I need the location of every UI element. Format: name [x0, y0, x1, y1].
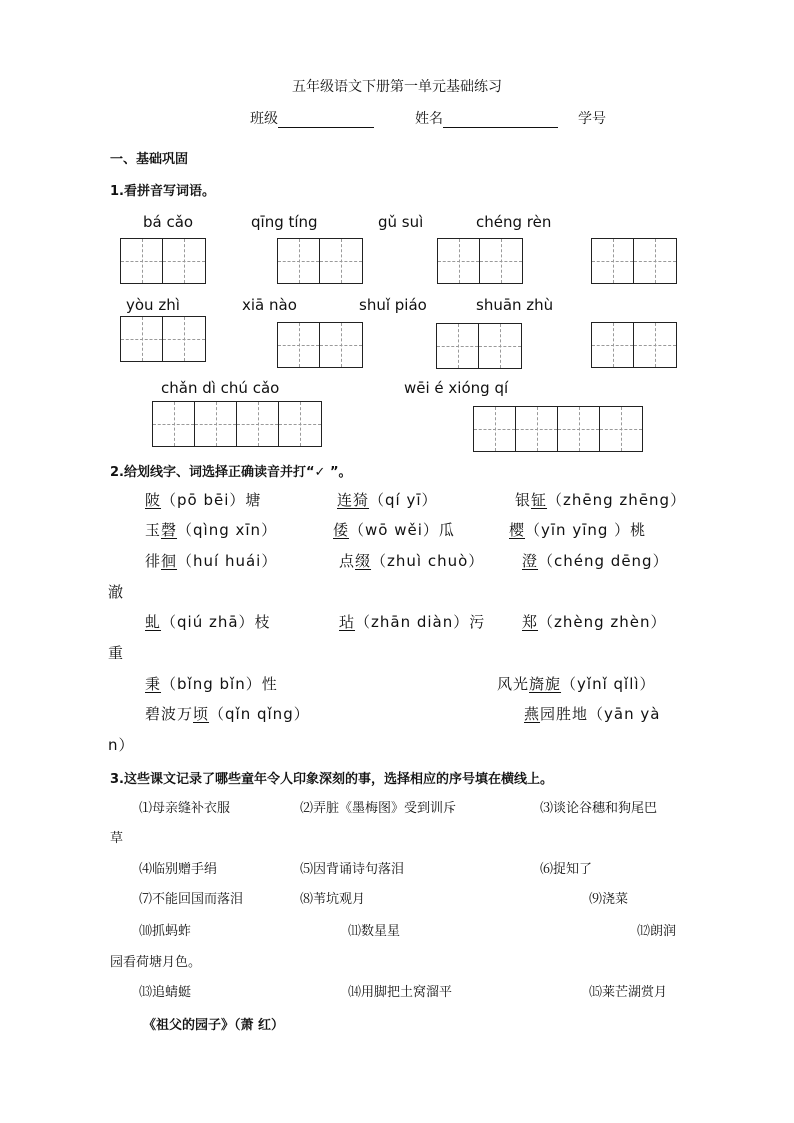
section-heading: 一、基础巩固	[110, 152, 189, 167]
event-option: ⑾数星星	[348, 924, 401, 939]
grid-cell[interactable]	[153, 402, 195, 446]
event-option: ⒂莱芒湖赏月	[589, 985, 668, 1000]
writing-grid[interactable]	[277, 322, 363, 368]
grid-cell[interactable]	[278, 239, 320, 283]
reading-item[interactable]: 虬（qiú zhā）枝	[145, 613, 271, 631]
pinyin-label: chéng rèn	[476, 213, 552, 231]
writing-grid[interactable]	[473, 406, 643, 452]
grid-cell[interactable]	[474, 407, 516, 451]
pinyin-label: gǔ suì	[378, 213, 424, 231]
grid-cell[interactable]	[237, 402, 279, 446]
event-option: ⑹捉知了	[540, 862, 593, 877]
reading-item[interactable]: 郑（zhèng zhèn）	[522, 613, 667, 631]
wrapped-char: 澈	[108, 583, 125, 601]
class-blank[interactable]	[278, 112, 374, 128]
grid-cell[interactable]	[320, 239, 362, 283]
writing-grid[interactable]	[591, 238, 677, 284]
reading-item[interactable]: 秉（bǐng bǐn）性	[145, 675, 278, 693]
pinyin-label: xiā nào	[242, 296, 297, 314]
grid-cell[interactable]	[600, 407, 642, 451]
class-field[interactable]	[250, 108, 374, 128]
writing-grid[interactable]	[277, 238, 363, 284]
pinyin-label: shuān zhù	[476, 296, 554, 314]
wrapped-text: 草	[110, 831, 124, 846]
grid-cell[interactable]	[592, 239, 634, 283]
pinyin-label: yòu zhì	[126, 296, 180, 314]
name-field[interactable]	[415, 108, 558, 128]
grid-cell[interactable]	[437, 324, 479, 368]
event-option: ⑽抓蚂蚱	[139, 924, 192, 939]
grid-cell[interactable]	[121, 317, 163, 361]
reading-item[interactable]: 澄（chéng dēng）	[522, 552, 669, 570]
grid-cell[interactable]	[516, 407, 558, 451]
pinyin-label: chǎn dì chú cǎo	[161, 379, 280, 397]
event-option: ⒁用脚把土窝溜平	[348, 985, 453, 1000]
grid-cell[interactable]	[163, 239, 205, 283]
grid-cell[interactable]	[438, 239, 480, 283]
reading-item[interactable]: 点缀（zhuì chuò）	[339, 552, 485, 570]
event-option: ⑴母亲缝补衣服	[139, 801, 231, 816]
event-option: ⑵弄脏《墨梅图》受到训斥	[300, 801, 457, 816]
q1-heading: 1.看拼音写词语。	[110, 184, 215, 199]
grid-cell[interactable]	[163, 317, 205, 361]
reading-item[interactable]: 玉磬（qìng xīn）	[145, 521, 278, 539]
page-title: 五年级语文下册第一单元基础练习	[292, 79, 502, 95]
name-blank[interactable]	[443, 112, 558, 128]
writing-grid[interactable]	[436, 323, 522, 369]
event-option: ⑿朗润	[637, 924, 677, 939]
event-option: ⑷临别赠手绢	[139, 862, 218, 877]
pinyin-label: qīng tíng	[251, 213, 318, 231]
writing-grid[interactable]	[152, 401, 322, 447]
grid-cell[interactable]	[320, 323, 362, 367]
reading-item[interactable]: 樱（yīn yīng ）桃	[509, 521, 647, 539]
event-option: ⑻苇坑观月	[300, 892, 366, 907]
wrapped-char: n）	[108, 736, 135, 754]
grid-cell[interactable]	[634, 239, 676, 283]
reading-item[interactable]: 风光旖旎（yǐnǐ qǐlì）	[497, 675, 656, 693]
grid-cell[interactable]	[279, 402, 321, 446]
grid-cell[interactable]	[278, 323, 320, 367]
grid-cell[interactable]	[480, 239, 522, 283]
grid-cell[interactable]	[479, 324, 521, 368]
reading-item[interactable]: 玷（zhān diàn）污	[339, 613, 486, 631]
reading-item[interactable]: 燕园胜地（yān yà	[524, 705, 661, 723]
wrapped-text: 园看荷塘月色。	[110, 955, 202, 970]
writing-grid[interactable]	[437, 238, 523, 284]
class-label: 班级	[250, 111, 278, 127]
reading-item[interactable]: 连猗（qí yī）	[337, 491, 438, 509]
wrapped-char: 重	[108, 644, 125, 662]
reading-item[interactable]: 徘徊（huí huái）	[145, 552, 278, 570]
reading-item[interactable]: 碧波万顷（qǐn qǐng）	[145, 705, 310, 723]
writing-grid[interactable]	[120, 238, 206, 284]
grid-cell[interactable]	[592, 323, 634, 367]
name-label: 姓名	[415, 111, 443, 127]
q3-heading: 3.这些课文记录了哪些童年令人印象深刻的事，选择相应的序号填在横线上。	[110, 772, 553, 787]
text-title-line: 《祖父的园子》（萧 红）	[143, 1018, 285, 1033]
pinyin-label: wēi é xióng qí	[404, 379, 509, 397]
number-label: 学号	[578, 111, 606, 127]
event-option: ⑸因背诵诗句落泪	[300, 862, 405, 877]
grid-cell[interactable]	[121, 239, 163, 283]
writing-grid[interactable]	[591, 322, 677, 368]
reading-item[interactable]: 陂（pō bēi）塘	[145, 491, 262, 509]
grid-cell[interactable]	[195, 402, 237, 446]
pinyin-label: bá cǎo	[143, 213, 194, 231]
reading-item[interactable]: 银钲（zhēng zhēng）	[515, 491, 687, 509]
writing-grid[interactable]	[120, 316, 206, 362]
event-option: ⑺不能回国而落泪	[139, 892, 244, 907]
event-option: ⑶谈论谷穗和狗尾巴	[540, 801, 658, 816]
event-option: ⑼浇菜	[589, 892, 629, 907]
grid-cell[interactable]	[634, 323, 676, 367]
event-option: ⒀追蜻蜓	[139, 985, 192, 1000]
q2-heading: 2.给划线字、词选择正确读音并打“✓ ”。	[110, 465, 352, 480]
pinyin-label: shuǐ piáo	[359, 296, 427, 314]
grid-cell[interactable]	[558, 407, 600, 451]
reading-item[interactable]: 倭（wō wěi）瓜	[333, 521, 455, 539]
